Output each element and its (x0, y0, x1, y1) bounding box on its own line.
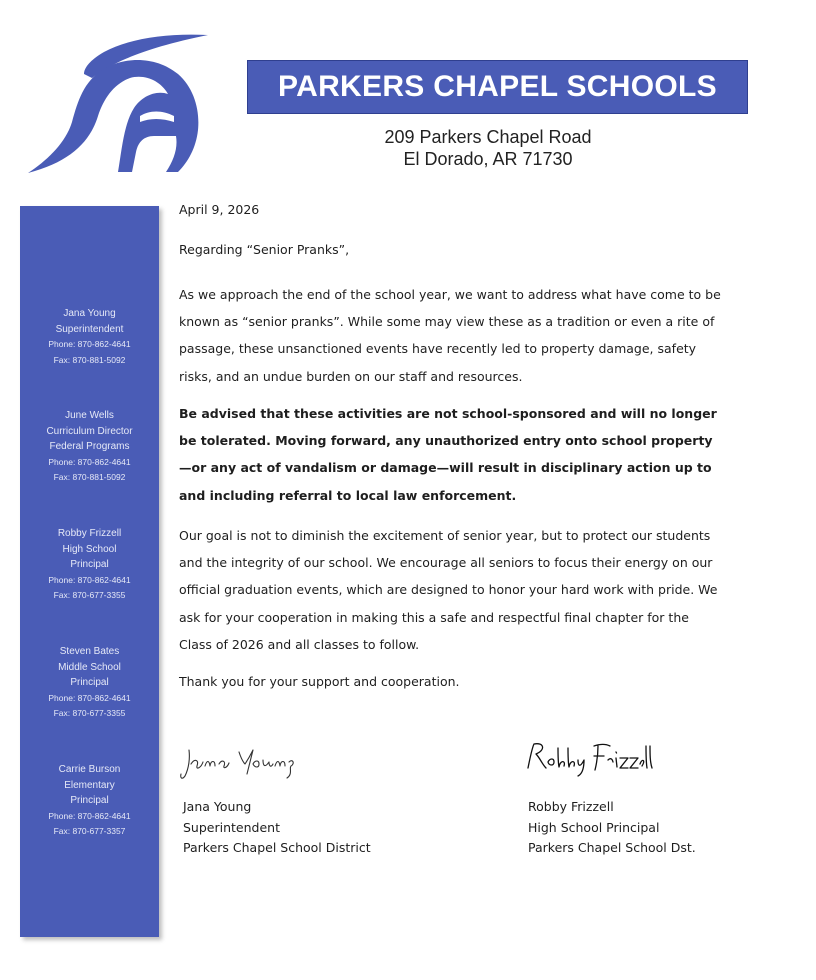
staff-phone: Phone: 870-862-4641 (48, 810, 131, 821)
school-name-banner: PARKERS CHAPEL SCHOOLS (247, 60, 748, 114)
staff-name: June Wells (65, 410, 114, 421)
letter-date: April 9, 2026 (179, 202, 260, 217)
staff-title: Federal Programs (49, 441, 130, 453)
staff-phone: Phone: 870-862-4641 (48, 456, 131, 467)
principal-signature (522, 740, 656, 780)
address-city: El Dorado, AR 71730 (403, 149, 573, 169)
signer-organization: Parkers Chapel School Dst. (528, 840, 696, 855)
staff-fax: Fax: 870-677-3355 (53, 708, 126, 719)
staff-title: Principal (70, 795, 109, 807)
staff-phone: Phone: 870-862-4641 (48, 574, 131, 585)
staff-title: Elementary (64, 779, 115, 791)
staff-entry-elementary-principal (20, 762, 159, 840)
signer-name: Jana Young (183, 799, 252, 814)
staff-phone: Phone: 870-862-4641 (48, 339, 131, 350)
address-street: 209 Parkers Chapel Road (384, 127, 592, 147)
signer-organization: Parkers Chapel School District (183, 840, 371, 855)
signature-block-superintendent (183, 797, 371, 859)
staff-name: Robby Frizzell (57, 528, 122, 539)
letter-closing: Thank you for your support and cooperation. (179, 674, 460, 689)
signature-block-principal (528, 797, 696, 859)
letter-paragraph-goal: Our goal is not to diminish the excitement of senior year, but to protect our students and the integrity of our school. We encourage all seniors to focus their energy on our official graduation events, which are designed to honor your hard work with pride. We ask for your cooperation in making this a safe and respectful final chapter for the Class of 2026 and all classes to follow. (179, 528, 718, 652)
staff-title: Superintendent (55, 323, 124, 335)
letter-paragraph-warning: Be advised that these activities are not school-sponsored and will no longer be tolerated. Moving forward, any unauthorized entry onto school property—or any act of vandalism or damage—will result in disciplinary action up to and including referral to local law enforcement. (179, 406, 717, 503)
staff-fax: Fax: 870-881-5092 (53, 354, 126, 365)
staff-fax: Fax: 870-677-3357 (53, 826, 126, 837)
staff-title: Principal (70, 559, 109, 571)
staff-name: Carrie Burson (58, 764, 121, 775)
superintendent-signature (179, 744, 299, 784)
signer-name: Robby Frizzell (528, 799, 614, 814)
staff-phone: Phone: 870-862-4641 (48, 692, 131, 703)
staff-fax: Fax: 870-677-3355 (53, 590, 126, 601)
staff-name: Jana Young (63, 308, 116, 319)
staff-title: Middle School (58, 661, 121, 673)
staff-title: High School (62, 543, 117, 555)
staff-fax: Fax: 870-881-5092 (53, 472, 126, 483)
staff-entry-curriculum-director (20, 408, 159, 486)
signer-title: Superintendent (183, 819, 280, 835)
spartan-helmet-logo (28, 30, 208, 175)
staff-entry-middle-school-principal (20, 644, 159, 722)
signer-title: High School Principal (528, 819, 660, 835)
staff-title: Principal (70, 677, 109, 689)
staff-name: Steven Bates (59, 646, 120, 657)
staff-title: Curriculum Director (46, 425, 133, 437)
staff-entry-superintendent (20, 306, 159, 368)
letter-paragraph-intro: As we approach the end of the school year, we want to address what have come to be known as “senior pranks”. While some may view these as a tradition or even a rite of passage, these unsanctioned events have recently led to property damage, safety risks, and an undue burden on our staff and resources. (179, 287, 721, 384)
staff-entry-high-school-principal (20, 526, 159, 604)
letter-subject: Regarding “Senior Pranks”, (179, 242, 350, 257)
school-address (300, 126, 676, 170)
staff-directory-sidebar (20, 206, 159, 937)
